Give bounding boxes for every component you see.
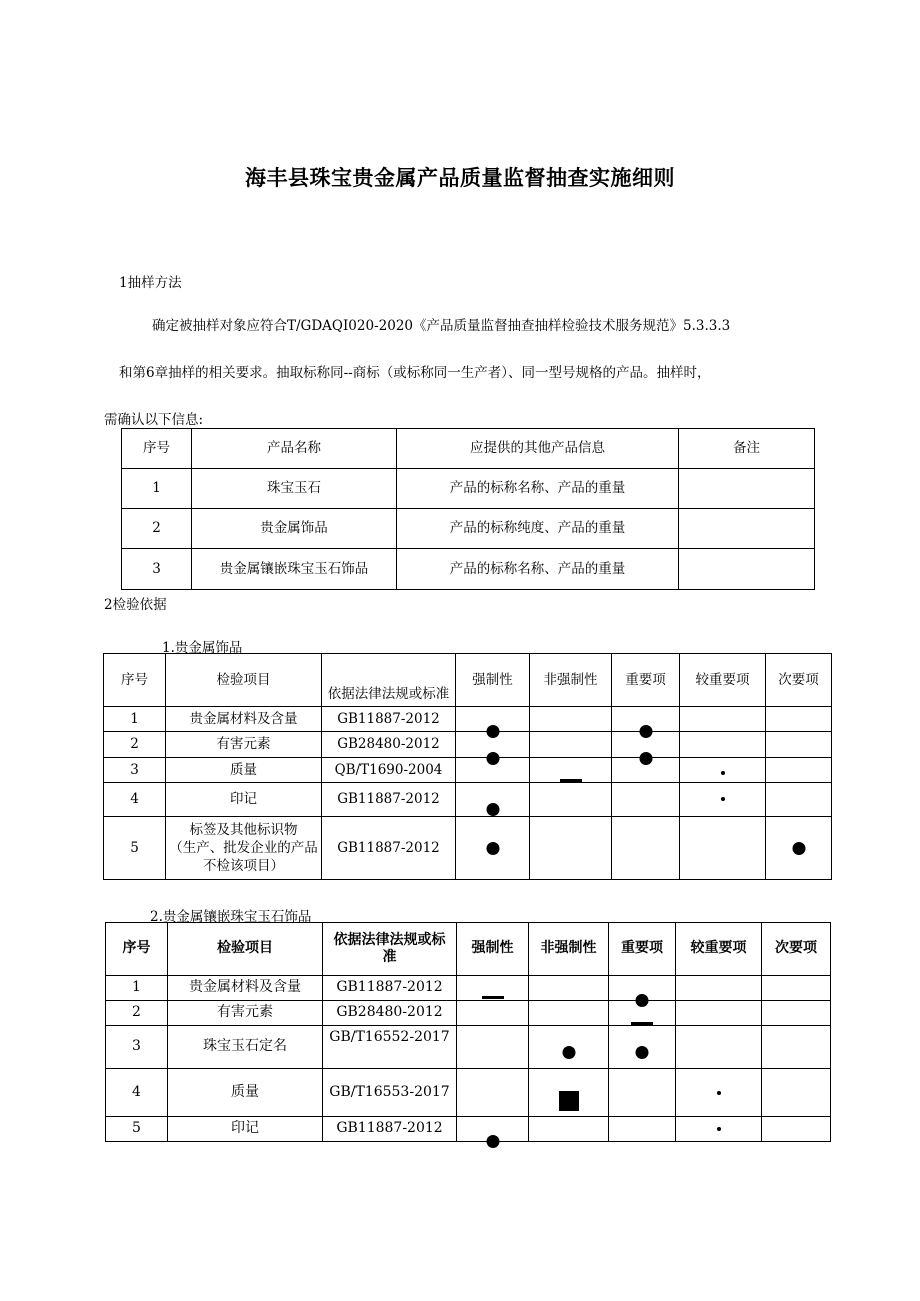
header-cell: 次要项 — [766, 654, 832, 707]
cell — [530, 732, 612, 758]
cell — [676, 1026, 762, 1069]
cell — [529, 1026, 609, 1069]
bullet-mark — [792, 842, 805, 855]
cell — [457, 1117, 529, 1142]
cell — [457, 976, 529, 1001]
cell: GB11887-2012 — [323, 1117, 457, 1142]
cell: 贵金属镶嵌珠宝玉石饰品 — [192, 549, 397, 590]
cell — [762, 1001, 831, 1026]
table-header-row — [122, 429, 815, 469]
cell — [457, 1001, 529, 1026]
cell — [762, 976, 831, 1001]
header-cell: 重要项 — [609, 923, 676, 976]
cell: 质量 — [168, 1069, 323, 1117]
bullet-mark — [486, 1135, 499, 1148]
paragraph-line-2: 和第6章抽样的相关要求。抽取标称同--商标（或标称同一生产者）、同一型号规格的产品。抽样时， — [119, 365, 711, 381]
inlaid-jewelry-inspection-table — [105, 922, 831, 1142]
table-row — [104, 783, 832, 817]
cell — [457, 1069, 529, 1117]
cell — [762, 1026, 831, 1069]
cell — [609, 1117, 676, 1142]
table-row — [104, 758, 832, 783]
cell — [609, 1069, 676, 1117]
cell — [530, 707, 612, 732]
cell — [762, 1117, 831, 1142]
header-cell: 检验项目 — [168, 923, 323, 976]
header-cell: 序号 — [106, 923, 168, 976]
item-line: （生产、批发企业的产品 — [169, 839, 318, 856]
cell: 2 — [104, 732, 166, 758]
cell: GB/T16552-2017 — [323, 1026, 457, 1069]
header-cell: 非强制性 — [529, 923, 609, 976]
table-row — [104, 707, 832, 732]
cell: 贵金属材料及含量 — [166, 707, 322, 732]
small-bullet-mark — [717, 1127, 721, 1131]
cell: 1 — [122, 469, 192, 509]
cell: 3 — [122, 549, 192, 590]
cell: GB11887-2012 — [323, 976, 457, 1001]
cell: GB28480-2012 — [322, 732, 456, 758]
table-header-row — [104, 654, 832, 707]
cell: QB/T1690-2004 — [322, 758, 456, 783]
cell — [456, 707, 530, 732]
cell: 3 — [104, 758, 166, 783]
cell — [679, 469, 815, 509]
cell: GB11887-2012 — [322, 707, 456, 732]
cell — [680, 758, 766, 783]
cell — [456, 817, 530, 880]
header-cell: 较重要项 — [680, 654, 766, 707]
section-1-heading: 1抽样方法 — [119, 275, 182, 291]
header-cell: 较重要项 — [676, 923, 762, 976]
cell — [456, 758, 530, 783]
cell: 质量 — [166, 758, 322, 783]
precious-metal-inspection-table — [103, 653, 832, 880]
cell — [529, 1001, 609, 1026]
header-cell: 序号 — [104, 654, 166, 707]
cell — [762, 1069, 831, 1117]
header-cell: 强制性 — [457, 923, 529, 976]
cell: 有害元素 — [168, 1001, 323, 1026]
cell: 2 — [122, 509, 192, 549]
table-row — [122, 549, 815, 590]
cell: 4 — [104, 783, 166, 817]
cell — [530, 817, 612, 880]
bullet-mark — [636, 1046, 649, 1059]
document-title: 海丰县珠宝贵金属产品质量监督抽查实施细则 — [245, 166, 675, 190]
cell: 5 — [106, 1117, 168, 1142]
cell — [766, 817, 832, 880]
table-row — [122, 509, 815, 549]
table-row — [104, 817, 832, 880]
small-bullet-mark — [721, 771, 725, 775]
cell — [676, 1069, 762, 1117]
cell — [680, 707, 766, 732]
cell — [529, 1117, 609, 1142]
cell: 产品的标称名称、产品的重量 — [397, 549, 679, 590]
cell — [680, 732, 766, 758]
header-cell: 序号 — [122, 429, 192, 469]
table-row — [104, 732, 832, 758]
cell — [680, 783, 766, 817]
cell: 1 — [104, 707, 166, 732]
cell: 5 — [104, 817, 166, 880]
subsection-inlaid-jewelry: 2.贵金属镶嵌珠宝玉石饰品 — [150, 909, 312, 925]
cell: 印记 — [166, 783, 322, 817]
cell: 3 — [106, 1026, 168, 1069]
cell — [766, 732, 832, 758]
cell: 珠宝玉石 — [192, 469, 397, 509]
item-line: 标签及其他标识物 — [189, 821, 298, 838]
cell — [612, 732, 680, 758]
cell — [679, 509, 815, 549]
header-cell: 应提供的其他产品信息 — [397, 429, 679, 469]
header-cell: 产品名称 — [192, 429, 397, 469]
cell — [612, 817, 680, 880]
item-line: 不检该项目） — [203, 858, 284, 875]
table-row — [106, 1069, 831, 1117]
table-row — [122, 469, 815, 509]
cell — [529, 1069, 609, 1117]
header-cell: 重要项 — [612, 654, 680, 707]
cell — [766, 707, 832, 732]
cell: 贵金属材料及含量 — [168, 976, 323, 1001]
cell: GB/T16553-2017 — [323, 1069, 457, 1117]
cell: GB28480-2012 — [323, 1001, 457, 1026]
cell: 产品的标称纯度、产品的重量 — [397, 509, 679, 549]
small-bullet-mark — [721, 797, 725, 801]
table-row — [106, 976, 831, 1001]
cell — [676, 976, 762, 1001]
small-bullet-mark — [717, 1091, 721, 1095]
cell — [609, 1001, 676, 1026]
cell — [457, 1026, 529, 1069]
cell — [612, 783, 680, 817]
bullet-mark — [562, 1046, 575, 1059]
dash-mark — [482, 996, 504, 999]
cell — [679, 549, 815, 590]
cell: 产品的标称名称、产品的重量 — [397, 469, 679, 509]
cell: 印记 — [168, 1117, 323, 1142]
cell — [529, 976, 609, 1001]
cell — [530, 783, 612, 817]
bullet-mark — [486, 842, 499, 855]
sampling-info-table — [121, 428, 815, 590]
cell — [609, 1026, 676, 1069]
header-cell: 非强制性 — [530, 654, 612, 707]
subsection-precious-metal-jewelry: 1.贵金属饰品 — [162, 640, 243, 656]
cell: GB11887-2012 — [322, 783, 456, 817]
cell — [766, 783, 832, 817]
cell: 珠宝玉石定名 — [168, 1026, 323, 1069]
table-row — [106, 1117, 831, 1142]
section-2-heading: 2检验依据 — [104, 597, 167, 613]
cell: GB11887-2012 — [322, 817, 456, 880]
cell — [676, 1117, 762, 1142]
header-cell: 依据法律法规或标准 — [322, 654, 456, 707]
cell: 1 — [106, 976, 168, 1001]
cell — [612, 758, 680, 783]
table-row — [106, 1001, 831, 1026]
header-cell: 次要项 — [762, 923, 831, 976]
cell — [609, 976, 676, 1001]
table-header-row — [106, 923, 831, 976]
header-cell: 备注 — [679, 429, 815, 469]
bullet-mark — [486, 803, 499, 816]
header-cell: 强制性 — [456, 654, 530, 707]
cell: 有害元素 — [166, 732, 322, 758]
cell — [612, 707, 680, 732]
cell — [680, 817, 766, 880]
cell — [166, 817, 322, 880]
cell: 2 — [106, 1001, 168, 1026]
cell — [676, 1001, 762, 1026]
cell — [456, 732, 530, 758]
paragraph-line-3: 需确认以下信息: — [104, 412, 204, 428]
table-row — [106, 1026, 831, 1069]
square-mark — [559, 1091, 579, 1111]
cell: 贵金属饰品 — [192, 509, 397, 549]
cell — [530, 758, 612, 783]
header-cell: 依据法律法规或标准 — [323, 923, 457, 976]
paragraph-line-1: 确定被抽样对象应符合T/GDAQI020-2020《产品质量监督抽查抽样检验技术服务规范》5.3.3.3 — [152, 318, 731, 334]
header-cell: 检验项目 — [166, 654, 322, 707]
cell — [766, 758, 832, 783]
cell: 4 — [106, 1069, 168, 1117]
cell — [456, 783, 530, 817]
